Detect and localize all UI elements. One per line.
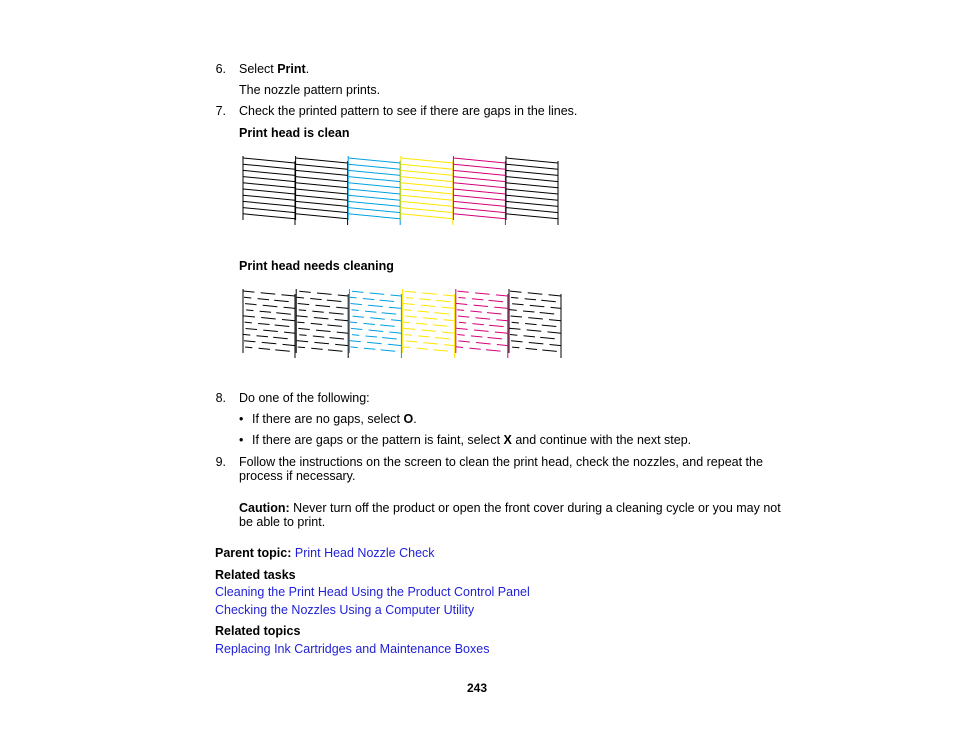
step-8-text: Do one of the following: (239, 391, 370, 405)
nozzle-block-black (509, 289, 561, 358)
step-9-line-1: Follow the instructions on the screen to clean the print head, check the nozzles, and repeat the (239, 455, 763, 469)
bullet-1-bold: O (403, 412, 414, 426)
caution-line-1 (239, 501, 781, 516)
nozzle-block-magenta (453, 156, 505, 225)
related-topics-heading: Related topics (215, 624, 301, 638)
step-6-pre: Select (239, 62, 278, 76)
nozzle-block-black (243, 289, 295, 358)
related-task-link-1[interactable]: Cleaning the Print Head Using the Product Control Panel (215, 585, 530, 599)
step-9-line-2: process if necessary. (239, 469, 356, 483)
nozzle-block-yellow (403, 289, 455, 358)
step-6-number: 6. (215, 62, 226, 76)
bullet-2-text (252, 433, 691, 448)
nozzle-block-cyan (349, 289, 401, 358)
step-7-number: 7. (215, 104, 226, 118)
bullet-2-marker: • (239, 433, 244, 447)
related-task-link-2[interactable]: Checking the Nozzles Using a Computer Utility (215, 603, 475, 617)
nozzle-block-black (296, 156, 348, 225)
nozzle-block-cyan (348, 156, 400, 225)
step-6-bold: Print (277, 62, 306, 76)
nozzle-block-yellow (401, 156, 453, 225)
bullet-2-post: and continue with the next step. (511, 433, 692, 447)
step-7-text: Check the printed pattern to see if there are gaps in the lines. (239, 104, 578, 118)
dirty-heading: Print head needs cleaning (239, 259, 394, 273)
step-6-note: The nozzle pattern prints. (239, 83, 381, 97)
step-6-post: . (305, 62, 310, 76)
related-tasks-heading: Related tasks (215, 568, 296, 582)
step-6-text (239, 62, 309, 77)
caution-text-2: be able to print. (239, 515, 326, 529)
clean-nozzle-pattern (240, 155, 565, 227)
parent-topic-link[interactable]: Print Head Nozzle Check (294, 546, 435, 560)
related-topic-link-1[interactable]: Replacing Ink Cartridges and Maintenance Boxes (215, 642, 490, 656)
dirty-nozzle-pattern (240, 288, 568, 360)
bullet-2-bold: X (503, 433, 512, 447)
parent-topic-label: Parent topic: (215, 546, 292, 560)
step-9-number: 9. (215, 455, 226, 469)
bullet-1-pre: If there are no gaps, select (252, 412, 404, 426)
caution-text-1: Never turn off the product or open the front cover during a cleaning cycle or you may not (289, 501, 781, 515)
bullet-2-pre: If there are gaps or the pattern is faint, select (252, 433, 504, 447)
nozzle-block-black (243, 156, 295, 225)
nozzle-block-black (506, 156, 558, 225)
bullet-1-post: . (413, 412, 417, 426)
bullet-1-text (252, 412, 417, 427)
page-number: 243 (466, 681, 488, 695)
step-8-number: 8. (215, 391, 226, 405)
bullet-1-marker: • (239, 412, 244, 426)
caution-label: Caution: (239, 501, 290, 515)
parent-topic (215, 546, 435, 561)
nozzle-block-magenta (456, 289, 508, 358)
clean-heading: Print head is clean (239, 126, 350, 140)
nozzle-block-black (296, 289, 348, 358)
